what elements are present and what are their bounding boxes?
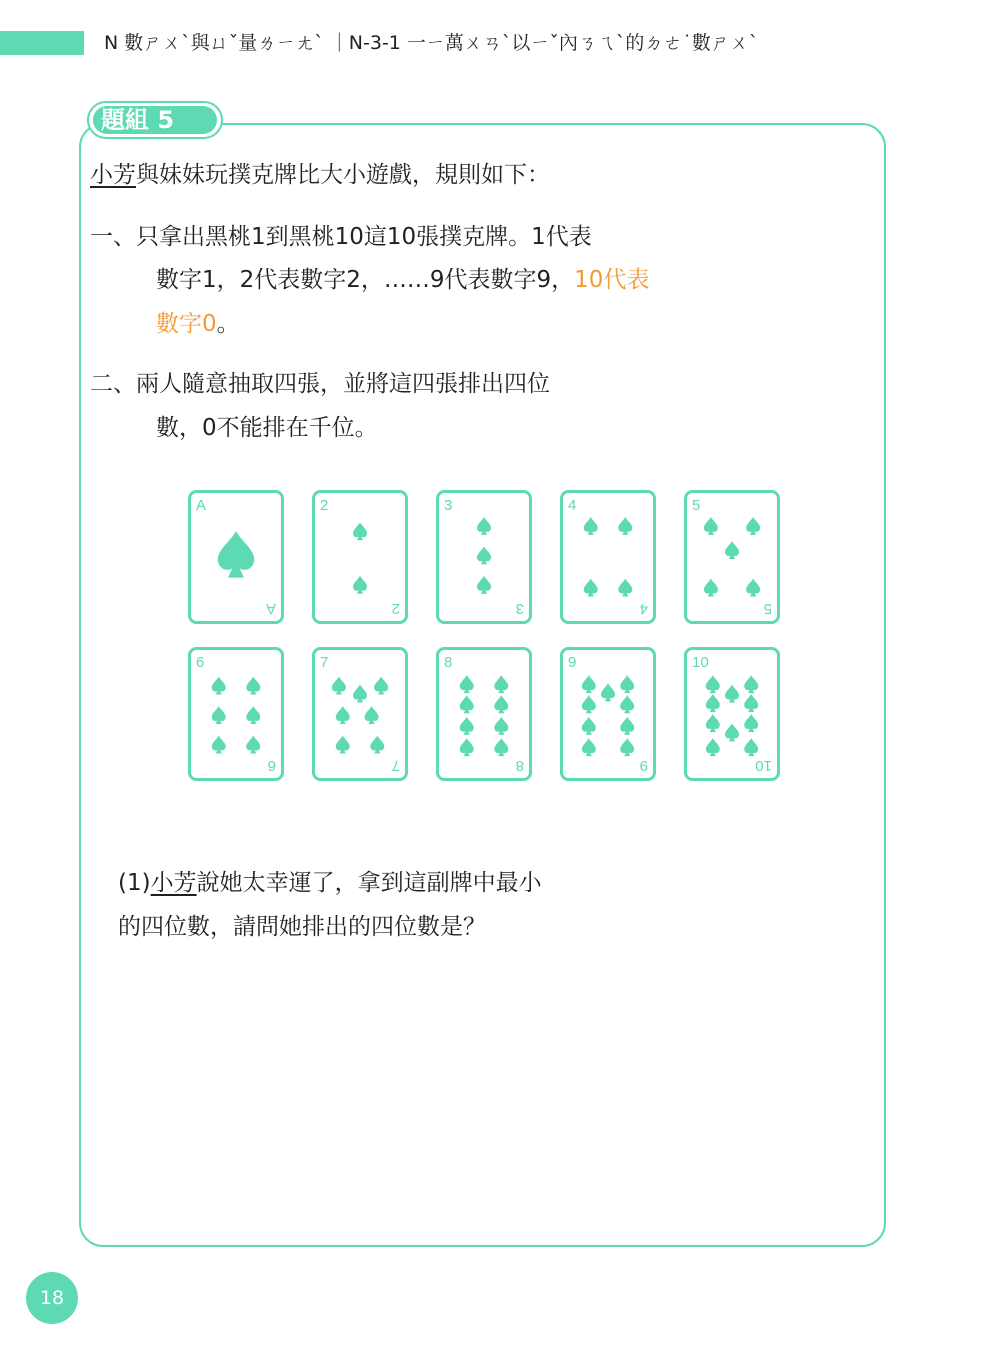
card-rank-bottom: 9 (639, 757, 648, 774)
question1-prefix: (1) (118, 870, 151, 896)
card-rank-top: A (196, 497, 207, 514)
question1-line2: 的四位數，請問她排出的四位數是？ (118, 914, 486, 940)
card-rank-top: 2 (320, 497, 329, 514)
card-rank-bottom: 4 (639, 600, 648, 617)
card-rank-top: 10 (692, 654, 709, 671)
playing-card-10 (684, 647, 780, 781)
card-rank-top: 8 (444, 654, 453, 671)
playing-card-A (188, 490, 284, 624)
card-rank-bottom: 7 (391, 757, 400, 774)
card-rank-top: 5 (692, 497, 701, 514)
page-number: 18 (26, 1272, 78, 1324)
playing-card-2 (312, 490, 408, 624)
rule2-line2: 數，0不能排在千位。 (156, 415, 378, 441)
card-rank-bottom: 2 (391, 600, 400, 617)
playing-card-5 (684, 490, 780, 624)
playing-card-9 (560, 647, 656, 781)
playing-card-7 (312, 647, 408, 781)
rule1-highlight-b: 數字0 (156, 311, 217, 337)
rule1-line3-end: 。 (216, 311, 240, 337)
intro-name: 小芳 (90, 162, 136, 188)
card-rank-bottom: 5 (763, 600, 772, 617)
rule1-line1: 一、只拿出黑桃1到黑桃10這10張撲克牌。1代表 (90, 224, 592, 250)
playing-card-4 (560, 490, 656, 624)
question1-name: 小芳 (150, 870, 197, 896)
card-rank-top: 7 (320, 654, 329, 671)
header-title: N 數ㄕㄨˋ與ㄩˇ量ㄌㄧㄤˋ ｜N-3-1 一ㄧ萬ㄨㄢˋ以ㄧˇ內ㄋㄟˋ的ㄉㄜ˙數ㄕㄨˋ (104, 32, 759, 54)
card-rank-top: 9 (568, 654, 577, 671)
rule1-highlight-a: 10代表 (574, 267, 650, 293)
intro-text: 與妹妹玩撲克牌比大小遊戲，規則如下： (136, 162, 550, 188)
playing-card-6 (188, 647, 284, 781)
card-rank-bottom: 6 (267, 757, 276, 774)
card-rank-top: 3 (444, 497, 453, 514)
card-rank-bottom: 10 (755, 757, 772, 774)
question1-line1 (118, 868, 542, 898)
playing-card-8 (436, 647, 532, 781)
card-rank-top: 6 (196, 654, 205, 671)
rule1-line2-text: 數字1，2代表數字2，……9代表數字9， (156, 267, 575, 293)
card-rank-bottom: A (265, 600, 276, 617)
card-rank-bottom: 3 (515, 600, 524, 617)
playing-card-3 (436, 490, 532, 624)
card-rank-bottom: 8 (515, 757, 524, 774)
question1-text: 說她太幸運了，拿到這副牌中最小 (196, 870, 542, 896)
rule2-line1: 二、兩人隨意抽取四張，並將這四張排出四位 (90, 371, 550, 397)
section-label: 題組 5 (93, 106, 217, 134)
card-rank-top: 4 (568, 497, 577, 514)
